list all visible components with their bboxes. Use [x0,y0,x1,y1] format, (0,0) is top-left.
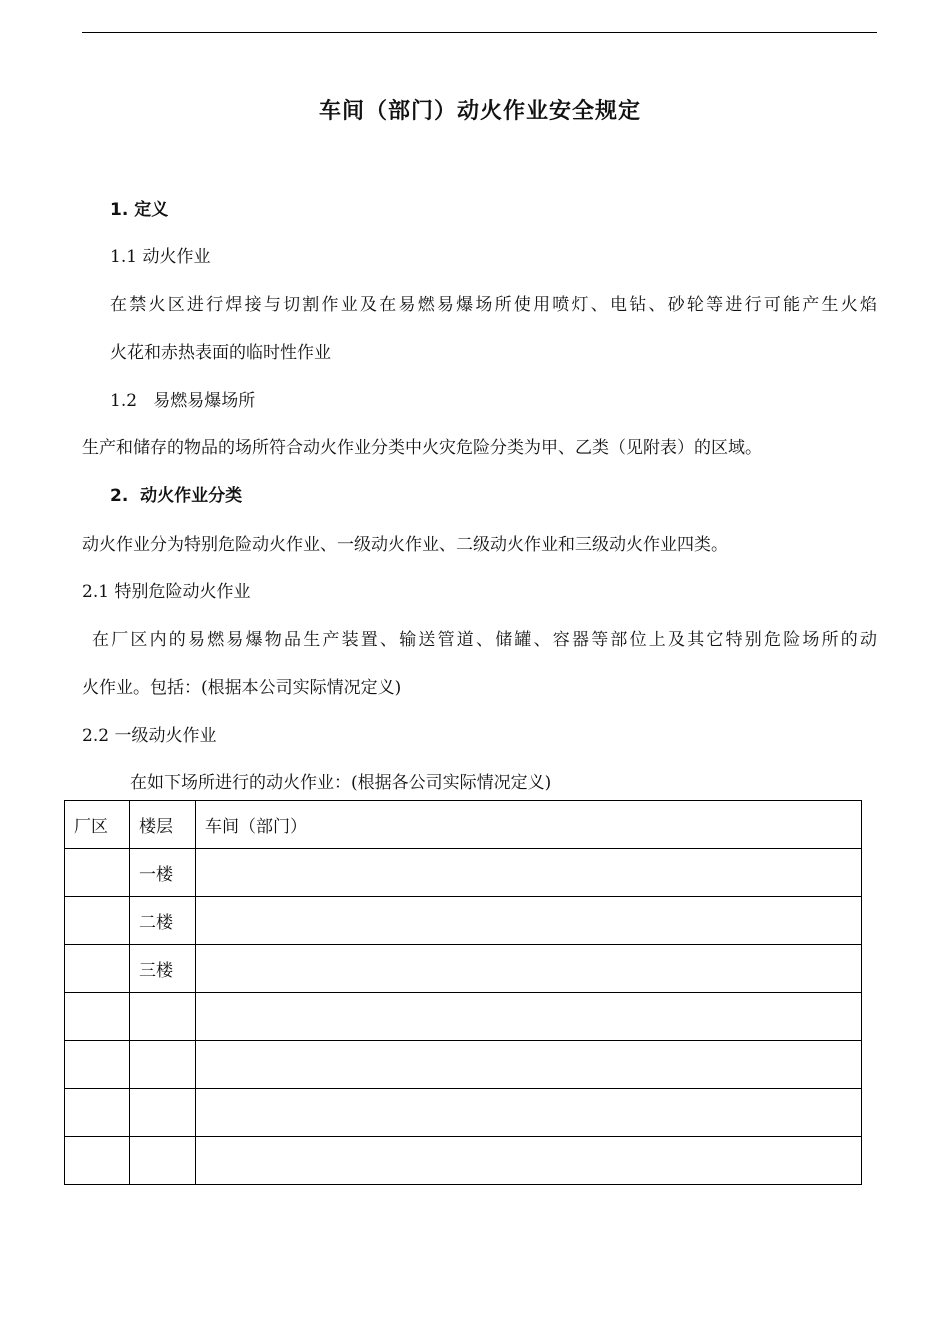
section-2-heading: 2. 动火作业分类 [110,486,243,506]
table-row [65,1041,862,1089]
table-cell [196,897,862,945]
table-cell [196,1041,862,1089]
table-cell [65,1089,130,1137]
table-cell [65,1041,130,1089]
table-header-cell: 厂区 [65,801,130,849]
table-cell [196,993,862,1041]
header-rule [82,32,877,33]
section-1-1-heading: 1.1 动火作业 [110,247,211,267]
section-1-1-text-line1: 在禁火区进行焊接与切割作业及在易燃易爆场所使用喷灯、电钻、砂轮等进行可能产生火焰 [110,295,877,315]
section-1-heading: 1. 定义 [110,200,169,220]
section-1-1-text-line2: 火花和赤热表面的临时性作业 [110,343,331,363]
table-cell [130,1041,196,1089]
table-cell [130,1137,196,1185]
fire-work-area-table [64,800,862,1185]
table-row [65,849,862,897]
section-1-2-heading: 1.2 易燃易爆场所 [110,391,256,411]
section-2-text: 动火作业分为特别危险动火作业、一级动火作业、二级动火作业和三级动火作业四类。 [82,535,728,555]
table-header-cell: 车间（部门） [196,801,862,849]
table-row [65,945,862,993]
table-cell [65,993,130,1041]
table-cell [196,849,862,897]
table-cell [196,945,862,993]
page-title: 车间（部门）动火作业安全规定 [318,99,641,124]
table-cell [196,1089,862,1137]
section-2-2-text: 在如下场所进行的动火作业：(根据各公司实际情况定义) [130,773,552,793]
table-cell [130,1089,196,1137]
section-2-1-text-line1: 在厂区内的易燃易爆物品生产装置、输送管道、储罐、容器等部位上及其它特别危险场所的动 [92,630,877,650]
table-header-row [65,801,862,849]
table-row [65,897,862,945]
table-cell: 二楼 [130,897,196,945]
section-2-2-heading: 2.2 一级动火作业 [82,726,217,746]
table-header-cell: 楼层 [130,801,196,849]
table-cell [196,1137,862,1185]
table-cell [65,849,130,897]
table-cell [65,897,130,945]
table-row [65,1137,862,1185]
table-cell [130,993,196,1041]
section-2-1-text-line2: 火作业。包括：(根据本公司实际情况定义) [82,678,402,698]
table-row [65,1089,862,1137]
table-cell: 三楼 [130,945,196,993]
table-cell [65,945,130,993]
section-2-1-heading: 2.1 特别危险动火作业 [82,582,251,602]
table-row [65,993,862,1041]
table-cell [65,1137,130,1185]
section-1-2-text: 生产和储存的物品的场所符合动火作业分类中火灾危险分类为甲、乙类（见附表）的区域。 [82,438,762,458]
table-cell: 一楼 [130,849,196,897]
